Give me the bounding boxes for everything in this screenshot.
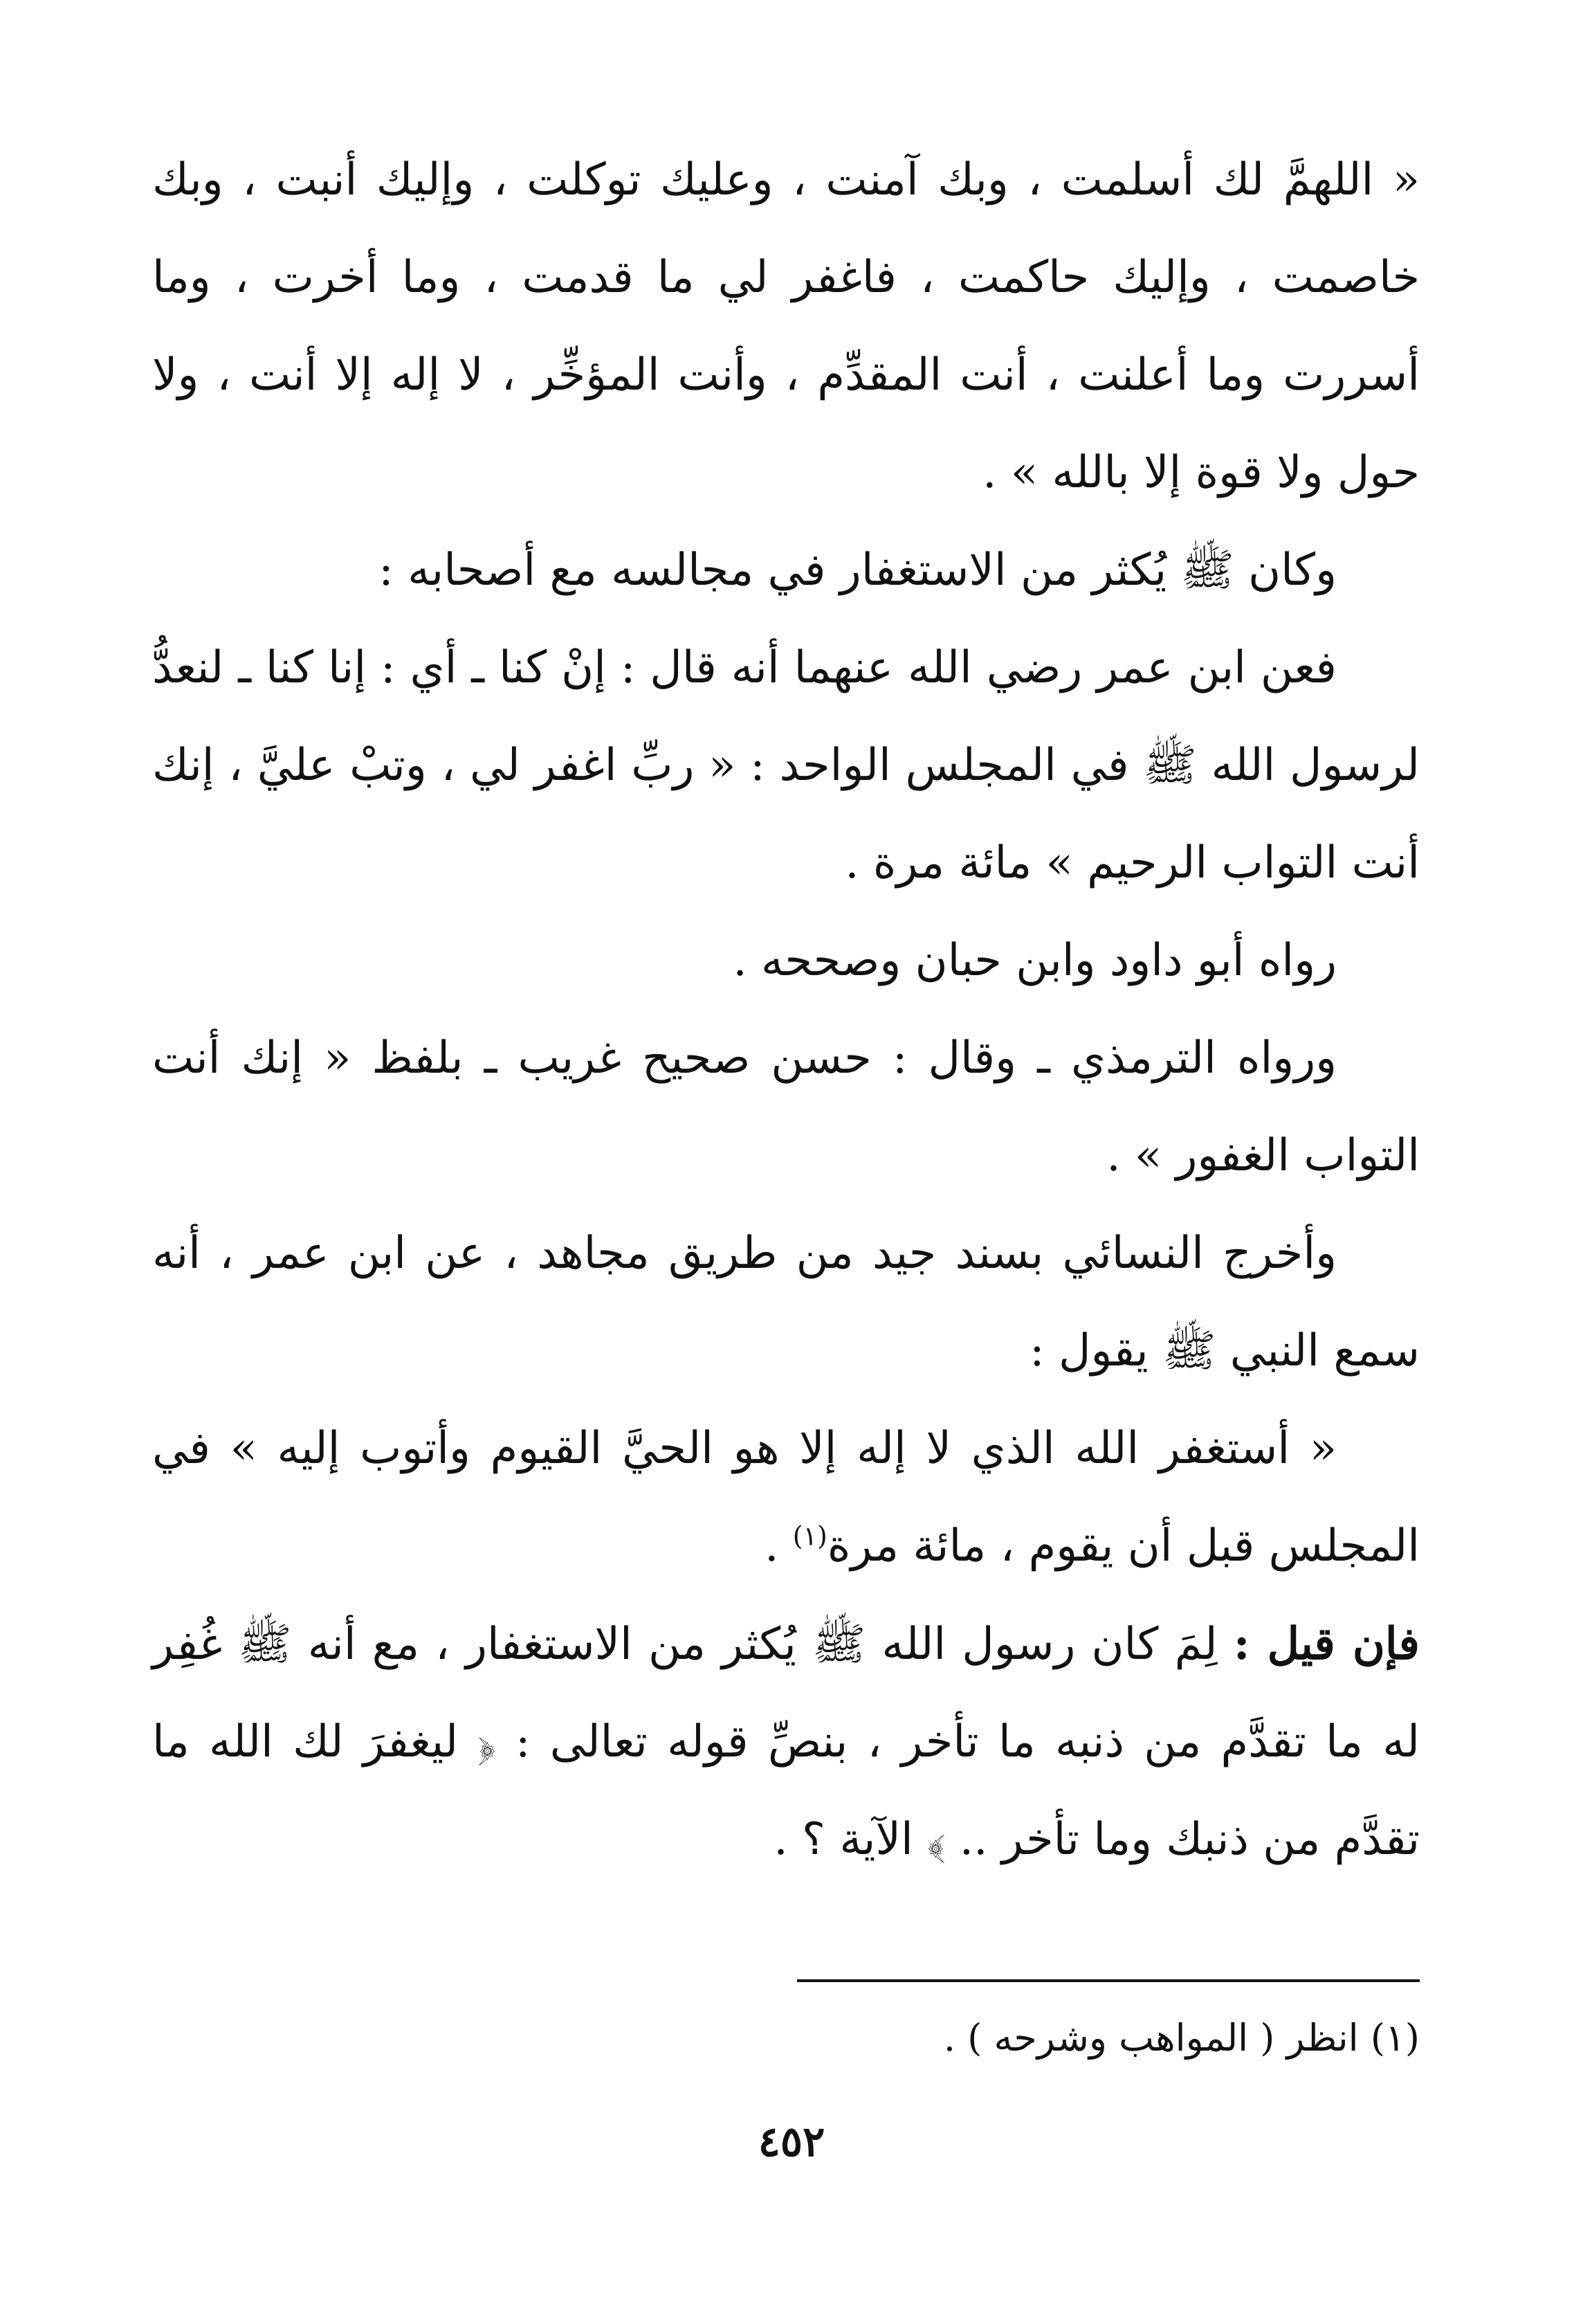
footnote-marker: (١) — [792, 1520, 827, 1552]
main-text — [152, 131, 1420, 1889]
page-number: ٤٥٢ — [758, 2118, 825, 2166]
question-text: لِمَ كان رسول الله ﷺ يُكثر من الاستغفار ، مع أنه ﷺ غُفِر له ما تقدَّم من ذنبه ما تأخر ، بنصِّ قوله تعالى : ﴿ ليغفرَ لك الله ما تقدَّم من ذنبك وما تأخر .. ﴾ الآية ؟ . — [152, 1619, 1420, 1865]
paragraph-dua: « اللهمَّ لك أسلمت ، وبك آمنت ، وعليك توكلت ، وإليك أنبت ، وبك خاصمت ، وإليك حاكمت ، فاغفر لي ما قدمت ، وما أخرت ، وما أسررت وما أعلنت ، أنت المقدِّم ، وأنت المؤخِّر ، لا إله إلا أنت ، ولا حول ولا قوة إلا بالله » . — [152, 154, 1420, 498]
paragraph-question — [152, 1595, 1420, 1889]
footnote: (١) انظر ( المواهب وشرحه ) . — [943, 2016, 1420, 2060]
paragraph-istighfar-intro: وكان ﷺ يُكثر من الاستغفار في مجالسه مع أصحابه : — [378, 545, 1337, 596]
question-lead: فإن قيل : — [1233, 1618, 1420, 1670]
astaghfirullah-text: « أستغفر الله الذي لا إله إلا هو الحيَّ القيوم وأتوب إليه » في المجلس قبل أن يقوم ، مائة مرة — [152, 1423, 1420, 1572]
paragraph-abu-dawud: رواه أبو داود وابن حبان وصححه . — [733, 935, 1337, 986]
paragraph-tirmidhi: ورواه الترمذي ـ وقال : حسن صحيح غريب ـ بلفظ « إنك أنت التواب الغفور » . — [152, 1033, 1420, 1181]
astaghfirullah-end: . — [765, 1520, 793, 1572]
paragraph-nasai: وأخرج النسائي بسند جيد من طريق مجاهد ، عن ابن عمر ، أنه سمع النبي ﷺ يقول : — [152, 1228, 1420, 1377]
paragraph-astaghfirullah — [152, 1400, 1420, 1595]
paragraph-ibn-umar-hadith: فعن ابن عمر رضي الله عنهما أنه قال : إنْ كنا ـ أي : إنا كنا ـ لنعدُّ لرسول الله ﷺ في المجلس الواحد : « ربِّ اغفر لي ، وتبْ عليَّ ، إنك أنت التواب الرحيم » مائة مرة . — [152, 642, 1420, 889]
footnote-divider — [797, 1979, 1420, 1982]
